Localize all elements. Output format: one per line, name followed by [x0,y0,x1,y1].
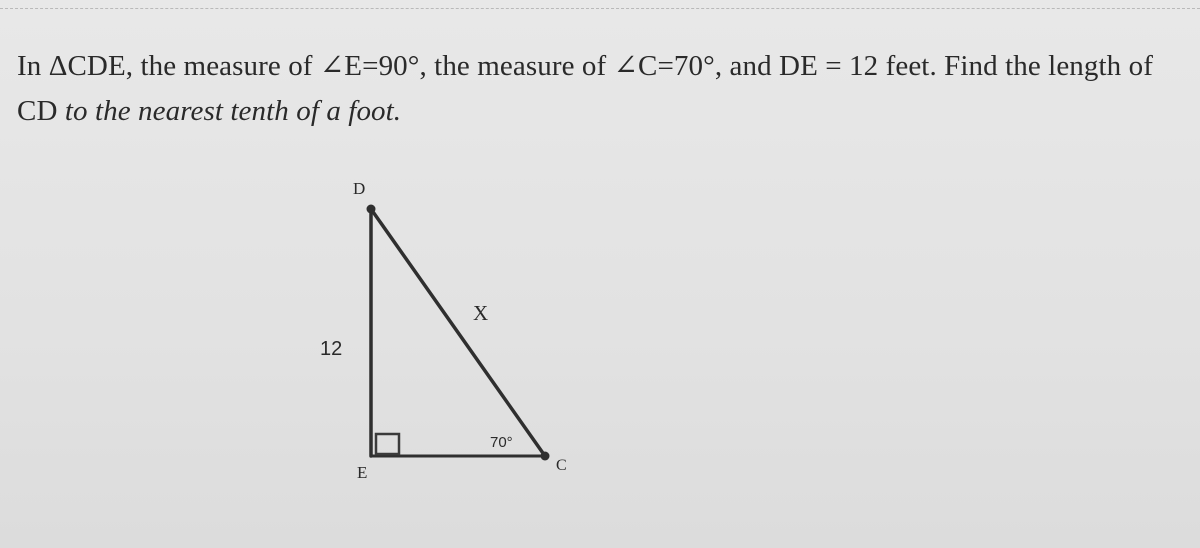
angle-c-label: 70° [490,434,513,451]
vertex-d-label: D [353,179,366,198]
problem-text-italic: to the nearest tenth of a foot. [64,95,402,127]
vertex-d-dot [367,205,376,214]
right-angle-mark [376,434,399,454]
side-dc-hypotenuse [371,209,545,456]
vertex-e-label: E [357,463,368,482]
hypotenuse-label: X [473,301,489,325]
vertex-c-dot [541,452,550,461]
problem-text-main: In ΔCDE, the measure of ∠E=90°, the measure of ∠C=70°, and DE = 12 feet. Find the length of CD [17,50,1153,127]
side-de-length-label: 12 [320,338,343,360]
vertex-c-label: C [556,457,567,474]
